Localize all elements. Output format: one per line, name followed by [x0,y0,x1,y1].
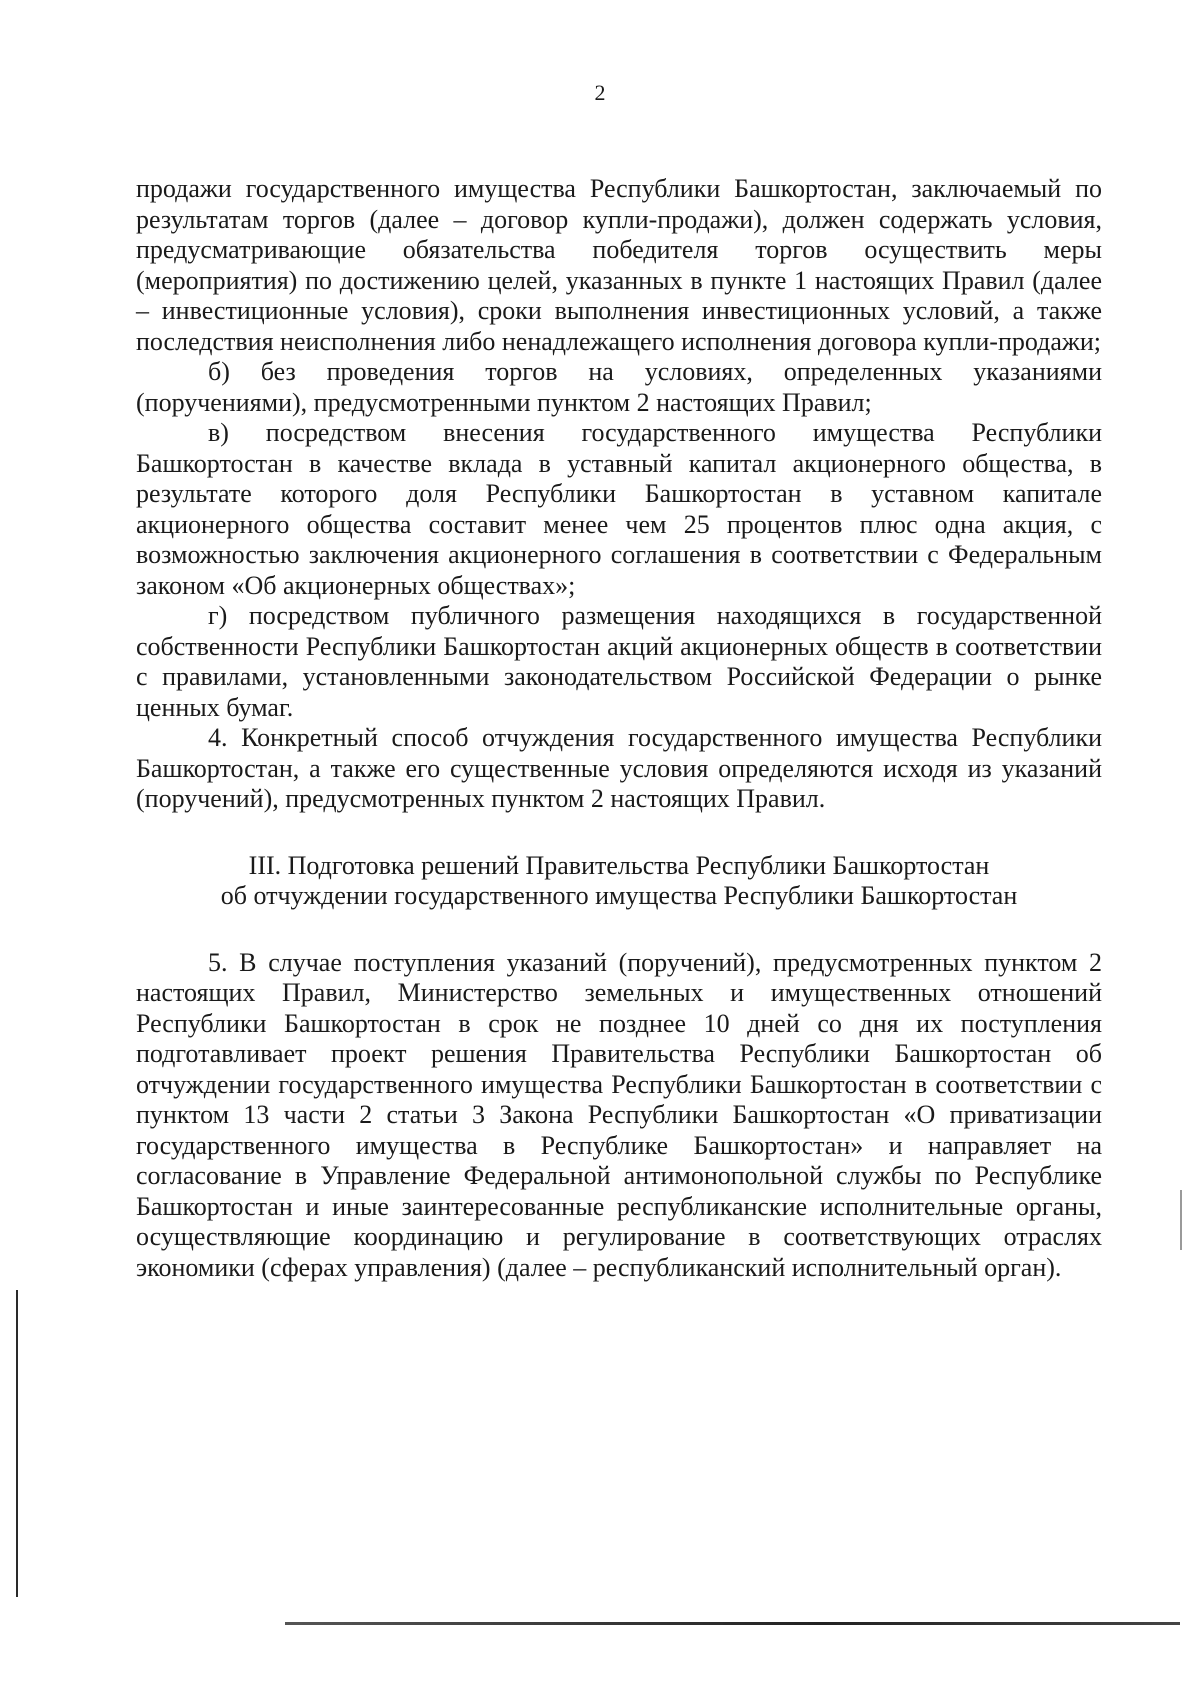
left-scan-edge [16,1290,18,1597]
paragraph-g: г) посредством публичного размещения находящихся в государственной собственности Республики Башкортостан акций акционерных обществ в соответствии с правилами, установленными законодательством Российской Федерации о рынке ценных бумаг. [136,601,1102,722]
paragraph-b: б) без проведения торгов на условиях, определенных указаниями (поручениями), предусмотренными пунктом 2 настоящих Правил; [136,357,1102,417]
paragraph-4: 4. Конкретный способ отчуждения государственного имущества Республики Башкортостан, а также его существенные условия определяются исходя из указаний (поручений), предусмотренных пунктом 2 настоящих Правил. [136,723,1102,813]
page-number: 2 [594,80,606,105]
right-scan-mark [1180,1190,1182,1250]
paragraph-5: 5. В случае поступления указаний (поручений), предусмотренных пунктом 2 настоящих Правил, Министерство земельных и имущественных отношений Республики Башкортостан в срок не позднее 10 дней со дня их поступления подготавливает проект решения Правительства Республики Башкортостан об отчуждении государственного имущества Республики Башкортостан в соответствии с пунктом 13 части 2 статьи 3 Закона Республики Башкортостан «О приватизации государственного имущества в Республике Башкортостан» и направляет на согласование в Управление Федеральной антимонопольной службы по Республике Башкортостан и иные заинтересованные республиканские исполнительные органы, осуществляющие координацию и регулирование в соответствующих отраслях экономики (сферах управления) (далее – республиканский исполнительный орган). [136,947,1102,1282]
document-body [136,174,1102,1283]
section-heading [136,851,1102,912]
section-heading-line-2: об отчуждении государственного имущества Республики Башкортостан [220,881,1018,910]
section-heading-line-1: III. Подготовка решений Правительства Республики Башкортостан [248,850,990,880]
bottom-scan-rule [285,1622,1180,1625]
paragraph-a-continuation: продажи государственного имущества Республики Башкортостан, заключаемый по результатам торгов (далее – договор купли-продажи), должен содержать условия, предусматривающие обязательства победителя торгов осуществить меры (мероприятия) по достижению целей, указанных в пункте 1 настоящих Правил (далее – инвестиционные условия), сроки выполнения инвестиционных условий, а также последствия неисполнения либо ненадлежащего исполнения договора купли-продажи; [136,174,1102,356]
paragraph-v: в) посредством внесения государственного имущества Республики Башкортостан в качестве вклада в уставный капитал акционерного общества, в результате которого доля Республики Башкортостан в уставном капитале акционерного общества составит менее чем 25 процентов плюс одна акция, с возможностью заключения акционерного соглашения в соответствии с Федеральным законом «Об акционерных обществах»; [136,418,1102,600]
